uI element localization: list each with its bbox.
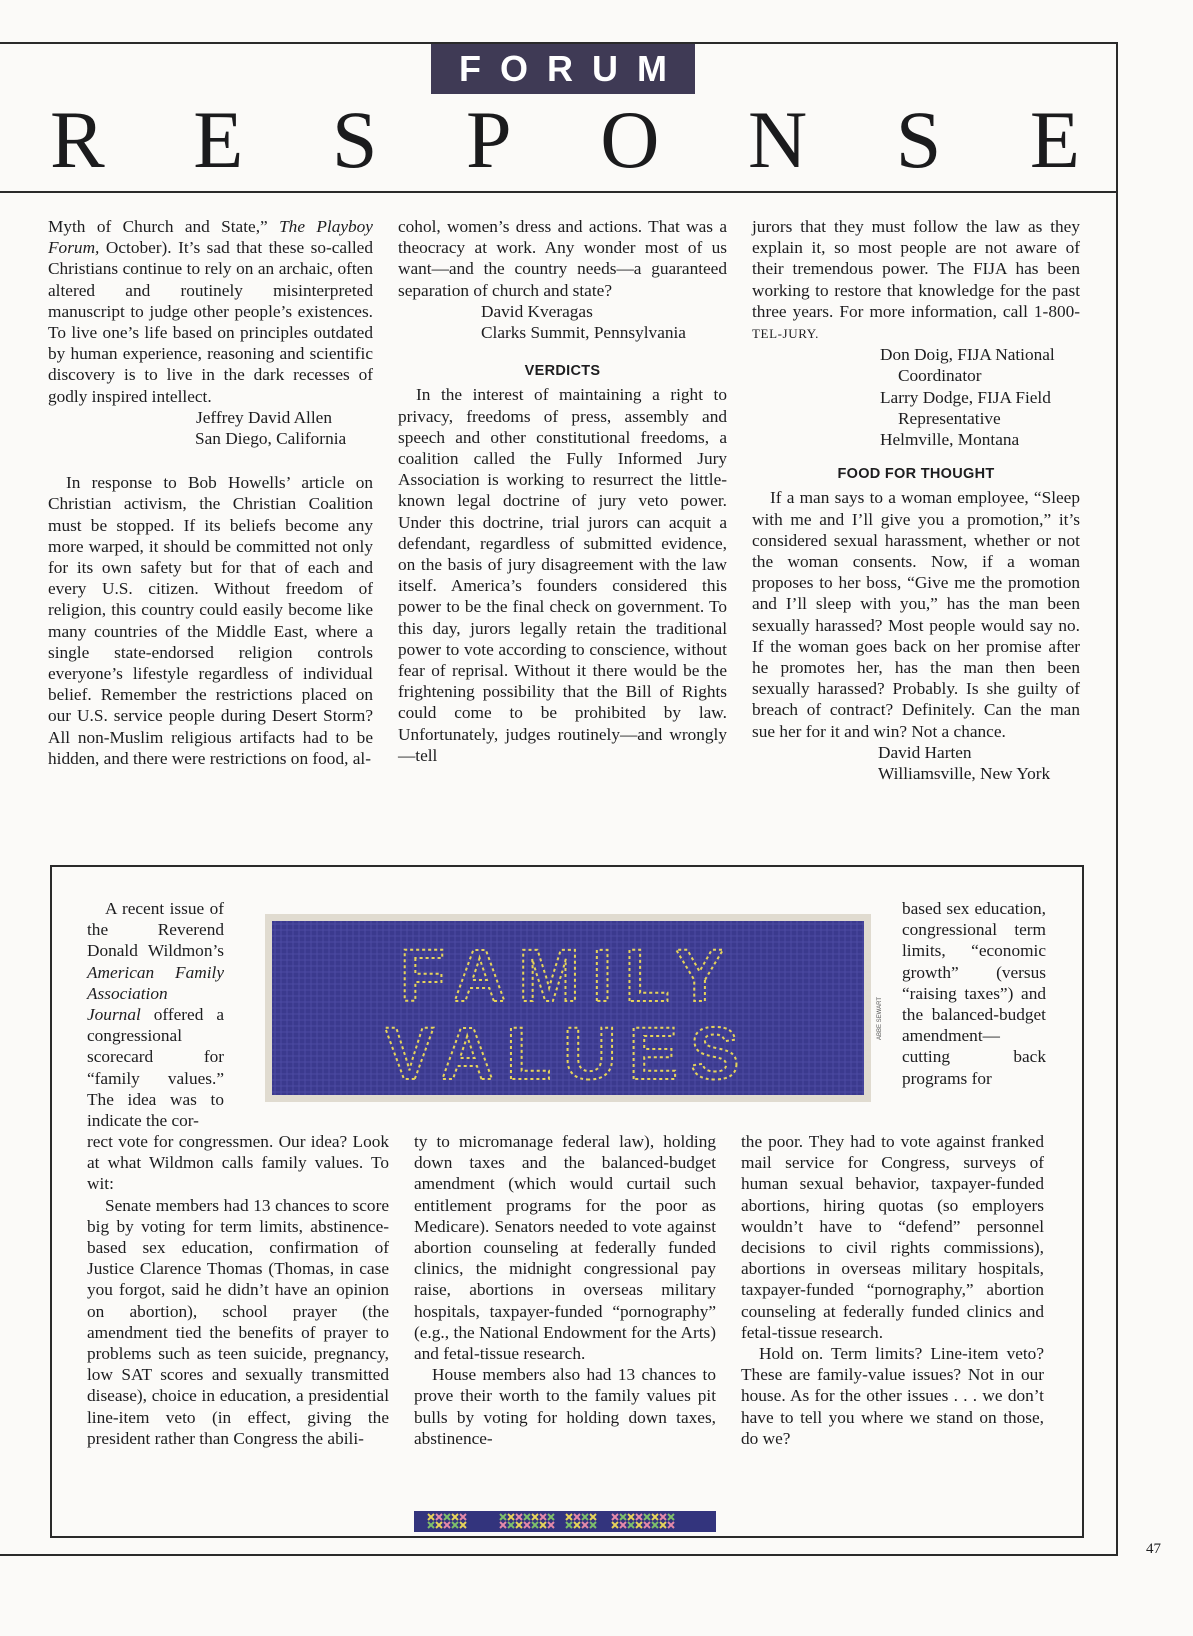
stitch-mark [436,1522,442,1528]
letter-text: jurors that they must follow the law as they explain it, so most people are not aware of their tremendous power. The FIJA has been working to restore that knowledge for the past three years. For more information, call 1-800- [752,217,1080,321]
stitch-mark [636,1522,642,1528]
stitch-mark [574,1522,580,1528]
box-column-1 [87,1131,389,1449]
stitch-mark [500,1522,506,1528]
title-letter: P [466,94,512,185]
image-word-2: VALUES [384,1012,752,1095]
cross-stitch-graphic [272,921,864,1095]
signature-name: Larry Dodge, FIJA Field [880,387,1051,407]
stitch-mark [590,1514,596,1520]
stitch-mark [508,1514,514,1520]
signature-place: Helmville, Montana [880,430,1020,450]
letters-column-3 [752,216,1080,784]
box-column-3 [741,1131,1044,1449]
signature-title: Coordinator [898,366,982,386]
stitch-mark [668,1522,674,1528]
publication-title: American Family Association Journal [87,962,224,1025]
box-paragraph: Hold on. Term limits? Line-item veto? These are family-value issues? Not in our house. As for the other issues . . . we don’t have to tell you where we stand on those, do we? [741,1344,1044,1448]
cross-stitch-strip [414,1511,716,1532]
title-letter: R [50,94,105,185]
title-letter: E [193,94,244,185]
title-letter: S [331,94,378,185]
box-paragraph: ty to micromanage federal law), holding down taxes and the balanced-budget amendment (which would curtail such entitlement programs for the poor as Medicare). Senators needed to vote against abortion counseling at federally funded clinics, the midnight congressional pay raise, abortions in overseas military hospitals, taxpayer-funded “pornography” (e.g., the National Endowment for the Arts) and fetal-tissue research. [414,1132,716,1364]
stitch-mark [628,1522,634,1528]
box-column-2 [414,1131,716,1449]
letter-paragraph: cohol, women’s dress and actions. That was a theocracy at work. Any wonder most of us want—and the country needs—a guaranteed separation of church and state? [398,217,727,300]
signature-title: Representative [898,408,1001,428]
letter-text: October). It’s sad that these so-called Christians continue to rely on an archaic, often altered and routinely misinterpreted manuscript to judge other people’s existences. To live one’s life based on principles outdated by human experience, reasoning and scientific discovery is to live in the dark recesses of godly inspired intellect. [48,238,373,406]
box-left-wrap-text [87,898,224,1131]
stitch-mark [524,1514,530,1520]
stitch-mark [508,1522,514,1528]
letter-paragraph: In the interest of maintaining a right to privacy, freedoms of press, assembly and speech and other constitutional freedoms, a coalition called the Fully Informed Jury Association is working to resurrect the little-known legal doctrine of jury veto power. Under this doctrine, trial jurors can acquit a defendant, regardless of submitted evidence, on the basis of jury disagreement with the law itself. America’s founders considered this power to be the final check on government. To this day, jurors legally retain the traditional power to vote according to conscience, without fear of reprisal. Without it there would be the frightening possibility that the Bill of Rights could come to be prohibited by law. Unfortunately, judges routinely—and wrongly—tell [398,385,727,765]
stitch-mark [612,1514,618,1520]
signature-place: Williamsville, New York [878,764,1051,784]
section-label: FORUM [459,48,686,89]
stitch-mark [582,1522,588,1528]
stitch-mark [628,1514,634,1520]
box-text: A recent issue of the Reverend Donald Wildmon’s [87,899,224,961]
stitch-mark [500,1514,506,1520]
box-paragraph: based sex education, congressional term limits, “economic growth” (versus “raising taxes”) and the balanced-budget amendment—cutting back programs for [902,899,1046,1088]
page-title [50,94,1080,185]
publication-title: The Playboy Forum, [48,217,373,258]
stitch-mark [452,1522,458,1528]
letter-paragraph: If a man says to a woman employee, “Sleep with me and I’ll give you a promotion,” it’s considered sexual harassment, whether or not the woman consents. Now, if a woman proposes to her boss, “Give me the promotion and I’ll sleep with you,” has the man been sexually harassed? Most people would say no. If the woman goes back on her promise after he promotes her, has the man then been sexually harassed? Probably. Is she guilty of breach of contract? Definitely. Can the man sue her for it and win? Not a chance. [752,488,1080,741]
stitch-mark [516,1522,522,1528]
signature-name: David Harten [878,742,972,762]
box-right-wrap-text [902,898,1046,1089]
box-paragraph: House members also had 13 chances to prove their worth to the family values pit bulls by voting for holding down taxes, abstinence- [414,1365,716,1448]
stitch-mark [532,1522,538,1528]
family-values-image [265,914,871,1102]
strip-graphic [414,1511,716,1532]
stitch-mark [620,1514,626,1520]
title-letter: N [747,94,808,185]
stitch-mark [644,1514,650,1520]
box-paragraph [87,898,224,1131]
stitch-mark [428,1514,434,1520]
stitch-mark [524,1522,530,1528]
signature-name: David Kveragas [481,301,593,321]
stitch-mark [460,1514,466,1520]
stitch-mark [444,1514,450,1520]
letter-paragraph [48,216,373,407]
frame-right-rule [1116,42,1118,1556]
frame-bottom-rule [0,1554,1118,1556]
stitch-mark [566,1522,572,1528]
stitch-mark [566,1514,572,1520]
stitch-mark [516,1514,522,1520]
phone-word: TEL-JURY. [752,326,819,342]
stitch-mark [652,1514,658,1520]
signature-place: Clarks Summit, Pennsylvania [481,323,686,343]
title-letter: O [600,94,660,185]
stitch-mark [548,1514,554,1520]
stitch-mark [460,1522,466,1528]
stitch-mark [660,1522,666,1528]
stitch-mark [574,1514,580,1520]
stitch-mark [668,1514,674,1520]
signature-name: Don Doig, FIJA National [880,345,1055,365]
page-number: 47 [1146,1541,1161,1557]
stitch-mark [452,1514,458,1520]
title-letter: S [895,94,942,185]
stitch-mark [582,1514,588,1520]
stitch-mark [590,1522,596,1528]
title-rule [0,191,1118,193]
box-paragraph: Senate members had 13 chances to score big by voting for term limits, abstinence-based sex education, confirmation of Justice Clarence Thomas (Thomas, in case you forgot, said he didn’t have an opinion on abortion), school prayer (the amendment tied the benefits of prayer to problems such as teen suicide, pregnancy, low SAT scores and sexually transmitted disease), choice in education, a presidential line-item veto (in effect, giving the president rather than Congress the abili- [87,1195,389,1448]
letter-paragraph: In response to Bob Howells’ article on Christian activism, the Christian Coalition must be stopped. If its beliefs become any more warped, it should be committed not only for its own safety but for that of each and every U.S. citizen. Without freedom of religion, this country could easily become like many countries of the Middle East, where a single state-endorsed religion controls everyone’s lifestyle regardless of individual belief. Remember the restrictions placed on our U.S. service people during Desert Storm? All non-Muslim religious artifacts had to be hidden, and there were restrictions on food, al- [48,473,373,768]
stitch-mark [620,1522,626,1528]
stitch-mark [660,1514,666,1520]
stitch-mark [612,1522,618,1528]
stitch-mark [532,1514,538,1520]
letters-column-2 [398,216,727,766]
stitch-mark [428,1522,434,1528]
signature-name: Jeffrey David Allen [196,407,332,427]
stitch-mark [548,1522,554,1528]
stitch-mark [652,1522,658,1528]
stitch-mark [540,1522,546,1528]
signature-place: San Diego, California [195,429,347,449]
stitch-mark [636,1514,642,1520]
stitch-mark [444,1522,450,1528]
stitch-mark [436,1514,442,1520]
stitch-mark [540,1514,546,1520]
stitch-mark [644,1522,650,1528]
image-credit: ABBE SEWART [877,996,883,1040]
box-paragraph: the poor. They had to vote against franked mail service for Congress, surveys of human sexual behavior, taxpayer-funded abortions, hiring quotas (so employers wouldn’t have to “defend” personnel decisions to civil rights commissions), abortions in overseas military hospitals, taxpayer-funded “pornography,” abortion counseling at federally funded clinics and fetal-tissue research. [741,1132,1044,1342]
section-label-box [431,44,695,94]
letter-paragraph [752,216,1080,344]
image-word-1: FAMILY [399,934,737,1017]
box-paragraph: rect vote for congressmen. Our idea? Look at what Wildmon calls family values. To wit: [87,1132,389,1194]
section-heading: VERDICTS [524,363,601,380]
title-letter: E [1029,94,1080,185]
box-text: offered a congressional scorecard for “family values.” The idea was to indicate the cor- [87,1005,224,1131]
letters-column-1 [48,216,373,769]
cross-stitch-panel [272,921,864,1095]
section-heading: FOOD FOR THOUGHT [837,466,995,483]
letter-text: Myth of Church and State,” [48,217,280,236]
